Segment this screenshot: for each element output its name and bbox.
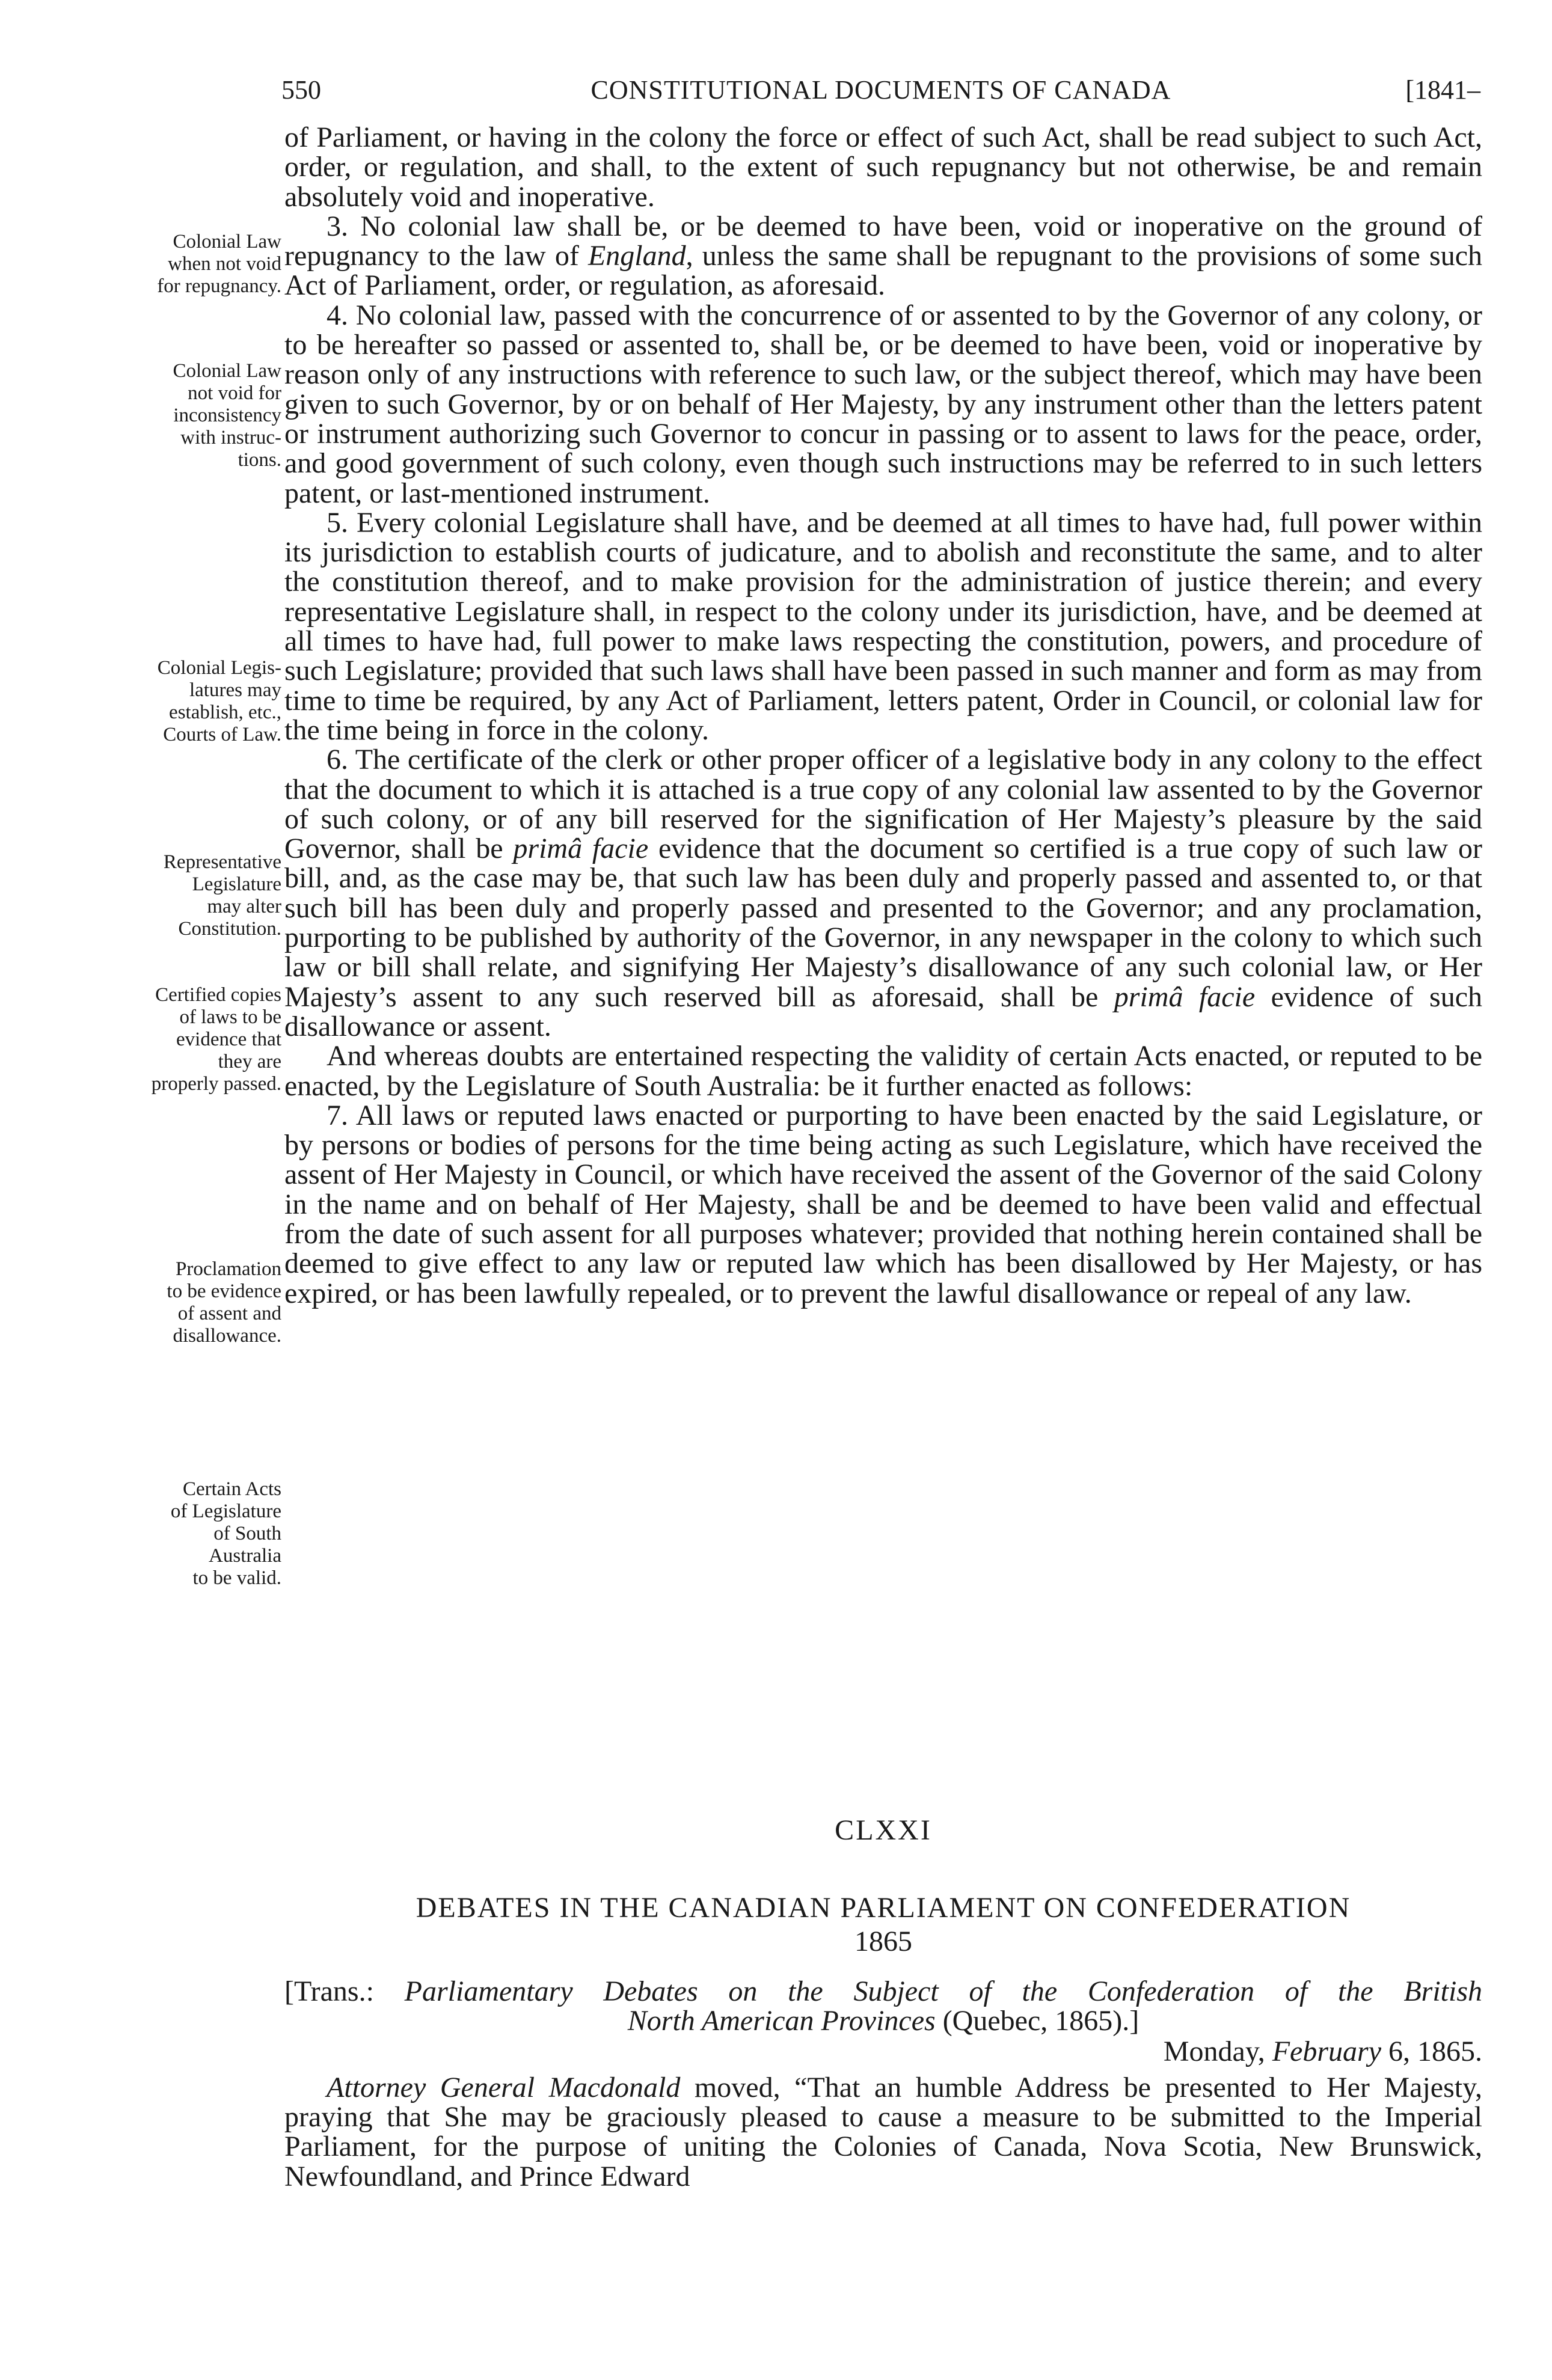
- emphasis: primâ facie: [513, 833, 649, 865]
- section-4: 4. No colonial law, passed with the concurrence of or assented to by the Governor of any colony, or to be hereafter so passed or assented to, shall be, or be deemed to have been, void or inoperative by reason only of any instructions with reference to such law, or the subject thereof, which may have been given to such Governor, by or on behalf of Her Majesty, by any instrument other than the letters patent or instrument authorizing such Governor to concur in passing or to assent to laws for the peace, order, and good government of such colony, even though such instructions may be referred to in such letters patent, or last-mentioned instrument.: [284, 299, 1482, 509]
- section-5: 5. Every colonial Legislature shall have, and be deemed at all times to have had, full power within its jurisdiction to establish courts of judicature, and to abolish and reconstitute the same, and to alter the constitution thereof, and to make provision for the administration of justice therein; and every representative Legislature shall, in respect to the colony under its jurisdiction, have, and be deemed at all times to have had, full power to make laws respecting the constitution, powers, and procedure of such Legislature; provided that such laws shall have been passed in such manner and form as may from time to time be required, by any Act of Parliament, letters patent, Order in Council, or colonial law for the time being in force in the colony.: [284, 506, 1482, 746]
- preamble-whereas: And whereas doubts are entertained respecting the validity of certain Acts enacted, or reputed to be enacted, by the Legislature of South Australia: be it further enacted as follows:: [284, 1040, 1482, 1102]
- document-number: CLXXI: [835, 1814, 932, 1846]
- debate-paragraph: Attorney General Macdonald moved, “That an humble Address be presented to Her Majesty, praying that She may be graciously pleased to cause a measure to be submitted to the Imperial Parliament, for the purpose of uniting the Colonies of Canada, Nova Scotia, New Brunswick, Newfoundland, and Prince Edward: [284, 2071, 1482, 2192]
- margin-note: Representative Legislature may alter Constitution.: [163, 851, 281, 940]
- document-year: 1865: [854, 1925, 912, 1957]
- document-title: DEBATES IN THE CANADIAN PARLIAMENT ON CONFEDERATION: [416, 1892, 1351, 1924]
- margin-note: Colonial Law not void for inconsistency with instruc- tions.: [173, 360, 281, 471]
- source-citation: [Trans.: Parliamentary Debates on the Subject of the Confederation of the British: [284, 1975, 1483, 2007]
- margin-note: Certain Acts of Legislature of South Australia to be valid.: [170, 1478, 281, 1589]
- section-7: 7. All laws or reputed laws enacted or purporting to have been enacted by the said Legislature, or by persons or bodies of persons for the time being acting as such Legislature, which have received the assent of Her Majesty in Council, or which have received the assent of the Governor of the said Colony in the name and on behalf of Her Majesty, shall be and be deemed to have been valid and effectual from the date of such assent for all purposes whatever; provided that nothing herein contained shall be deemed to give effect to any law or reputed law which has been disallowed by Her Majesty, or has expired, or has been lawfully repealed, or to prevent the lawful disallowance or repeal of any law.: [284, 1099, 1482, 1309]
- margin-note: Proclamation to be evidence of assent and disallowance.: [167, 1258, 281, 1347]
- speaker-name: Attorney General Macdonald: [327, 2071, 681, 2103]
- section-3: 3. No colonial law shall be, or be deemed to have been, void or inoperative on the ground of repugnancy to the law of England, unless the same shall be repugnant to the provisions of some such Act of Parliament, order, or regulation, as aforesaid.: [284, 210, 1482, 302]
- running-header: [281, 72, 1480, 108]
- margin-note: Certified copies of laws to be evidence that they are properly passed.: [151, 984, 281, 1095]
- margin-note: Colonial Law when not void for repugnancy.: [157, 231, 281, 297]
- emphasis: England: [587, 240, 686, 272]
- statute-text: [284, 123, 1482, 1308]
- section-6: 6. The certificate of the clerk or other proper officer of a legislative body in any colony to the effect that the document to which it is attached is a true copy of any colonial law assented to by the Governor of such colony, or of any bill reserved for the signification of Her Majesty’s pleasure by the said Governor, shall be primâ facie evidence that the document so certified is a true copy of such law or bill, and, as the case may be, that such law has been duly and properly passed and assented to, or that such bill has been duly and properly passed and presented to the Governor; and any proclamation, purporting to be published by authority of the Governor, in any newspaper in the colony to which such law or bill shall relate, and signifying Her Majesty’s disallowance of any such colonial law, or Her Majesty’s assent to any such reserved bill as aforesaid, shall be primâ facie evidence of such disallowance or assent.: [284, 744, 1483, 1042]
- running-title: CONSTITUTIONAL DOCUMENTS OF CANADA: [590, 75, 1171, 105]
- debate-date: Monday, February 6, 1865.: [1163, 2036, 1482, 2068]
- source-citation-continued: North American Provinces (Quebec, 1865).]: [627, 2005, 1139, 2037]
- page-number: 550: [281, 75, 321, 105]
- document-section: [284, 1816, 1482, 2191]
- year-range: [1841–: [1405, 75, 1480, 105]
- margin-note: Colonial Legis- latures may establish, etc., Courts of Law.: [157, 657, 281, 745]
- emphasis: primâ facie: [1114, 980, 1256, 1013]
- paragraph-continuation: of Parliament, or having in the colony the force or effect of such Act, shall be read subject to such Act, order, or regulation, and shall, to the extent of such repugnancy but not otherwise, be and remain absolutely void and inoperative.: [284, 121, 1482, 213]
